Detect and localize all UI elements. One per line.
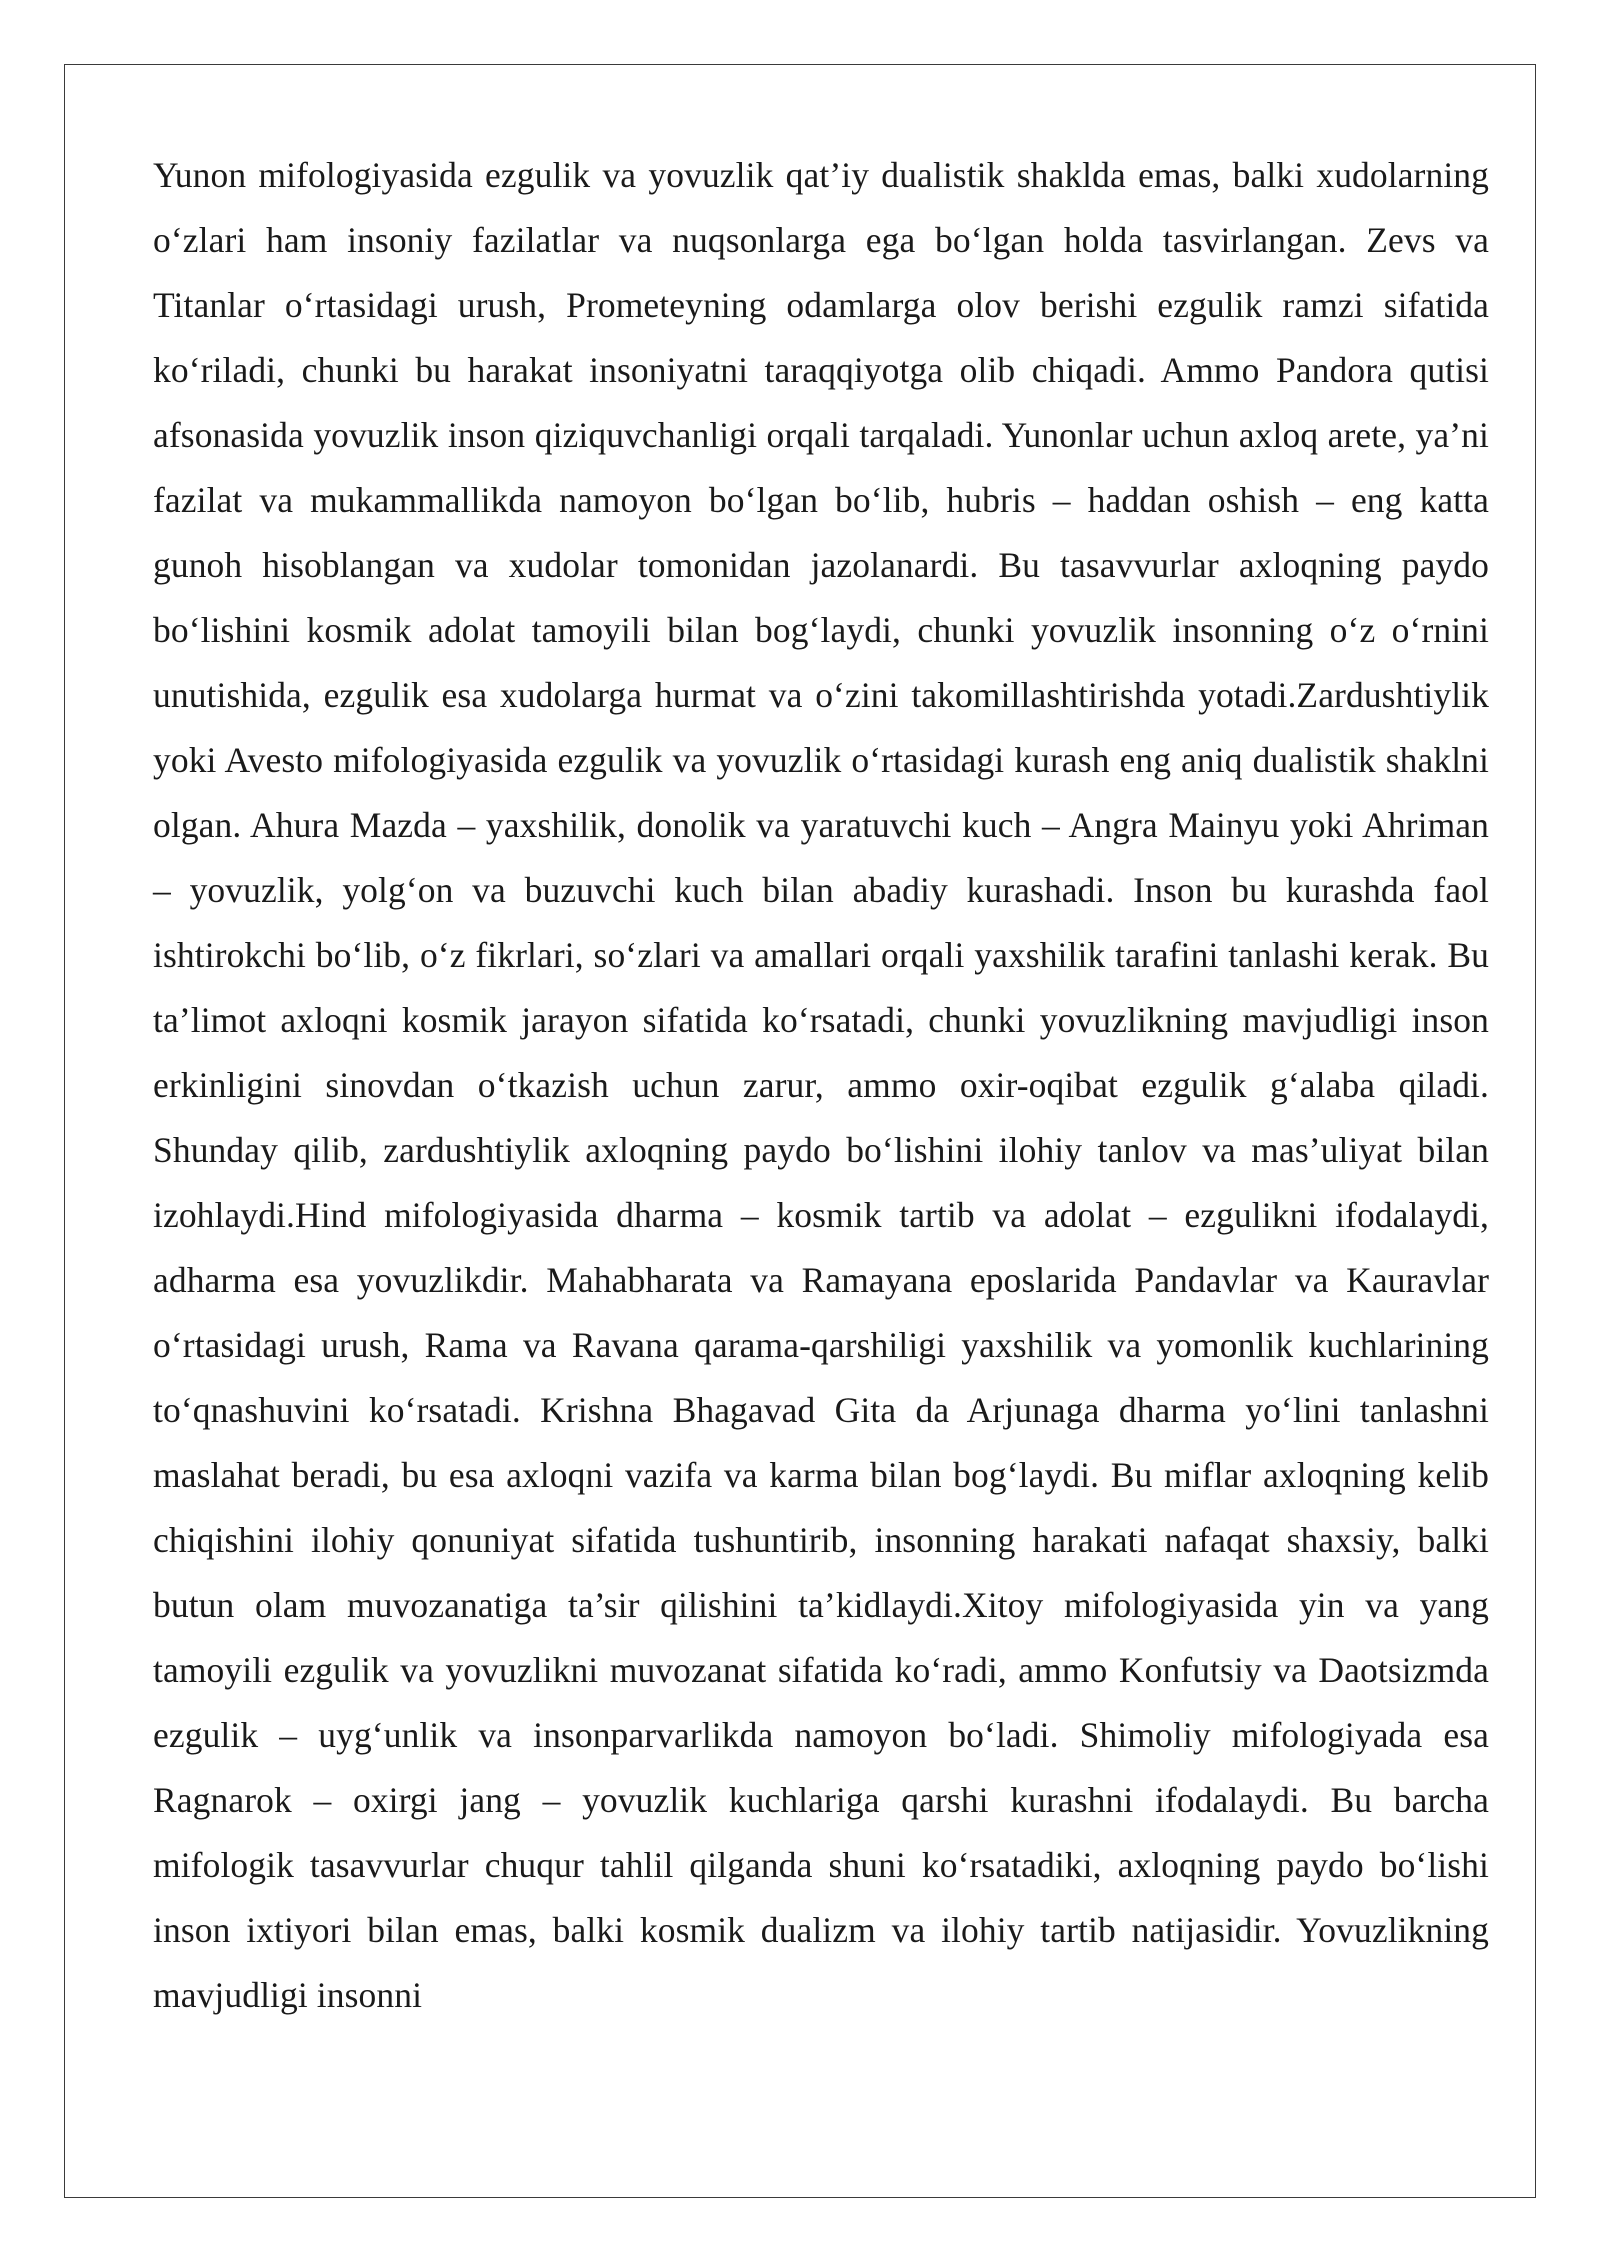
body-paragraph: Yunon mifologiyasida ezgulik va yovuzlik qat’iy dualistik shaklda emas, balki xudolarning o‘zlari ham insoniy fazilatlar va nuqsonlarga ega bo‘lgan holda tasvirlangan. Zevs va Titanlar o‘rtasidagi urush, Prometeyning odamlarga olov berishi ezgulik ramzi sifatida ko‘riladi, chunki bu harakat insoniyatni taraqqiyotga olib chiqadi. Ammo Pandora qutisi afsonasida yovuzlik inson qiziquvchanligi orqali tarqaladi. Yunonlar uchun axloq arete, ya’ni fazilat va mukammallikda namoyon bo‘lgan bo‘lib, hubris – haddan oshish – eng katta gunoh hisoblangan va xudolar tomonidan jazolanardi. Bu tasavvurlar axloqning paydo bo‘lishini kosmik adolat tamoyili bilan bog‘laydi, chunki yovuzlik insonning o‘z o‘rnini unutishida, ezgulik esa xudolarga hurmat va o‘zini takomillashtirishda yotadi.Zardushtiylik yoki Avesto mifologiyasida ezgulik va yovuzlik o‘rtasidagi kurash eng aniq dualistik shaklni olgan. Ahura Mazda – yaxshilik, donolik va yaratuvchi kuch – Angra Mainyu yoki Ahriman – yovuzlik, yolg‘on va buzuvchi kuch bilan abadiy kurashadi. Inson bu kurashda faol ishtirokchi bo‘lib, o‘z fikrlari, so‘zlari va amallari orqali yaxshilik tarafini tanlashi kerak. Bu ta’limot axloqni kosmik jarayon sifatida ko‘rsatadi, chunki yovuzlikning mavjudligi inson erkinligini sinovdan o‘tkazish uchun zarur, ammo oxir-oqibat ezgulik g‘alaba qiladi. Shunday qilib, zardushtiylik axloqning paydo bo‘lishini ilohiy tanlov va mas’uliyat bilan izohlaydi.Hind mifologiyasida dharma – kosmik tartib va adolat – ezgulikni ifodalaydi, adharma esa yovuzlikdir. Mahabharata va Ramayana eposlarida Pandavlar va Kauravlar o‘rtasidagi urush, Rama va Ravana qarama-qarshiligi yaxshilik va yomonlik kuchlarining to‘qnashuvini ko‘rsatadi. Krishna Bhagavad Gita da Arjunaga dharma yo‘lini tanlashni maslahat beradi, bu esa axloqni vazifa va karma bilan bog‘laydi. Bu miflar axloqning kelib chiqishini ilohiy qonuniyat sifatida tushuntirib, insonning harakati nafaqat shaxsiy, balki butun olam muvozanatiga ta’sir qilishini ta’kidlaydi.Xitoy mifologiyasida yin va yang tamoyili ezgulik va yovuzlikni muvozanat sifatida ko‘radi, ammo Konfutsiy va Daotsizmda ezgulik – uyg‘unlik va insonparvarlikda namoyon bo‘ladi. Shimoliy mifologiyada esa Ragnarok – oxirgi jang – yovuzlik kuchlariga qarshi kurashni ifodalaydi. Bu barcha mifologik tasavvurlar chuqur tahlil qilganda shuni ko‘rsatadiki, axloqning paydo bo‘lishi inson ixtiyori bilan emas, balki kosmik dualizm va ilohiy tartib natijasidir. Yovuzlikning mavjudligi insonni xyxy=(153,155,1489,2015)
